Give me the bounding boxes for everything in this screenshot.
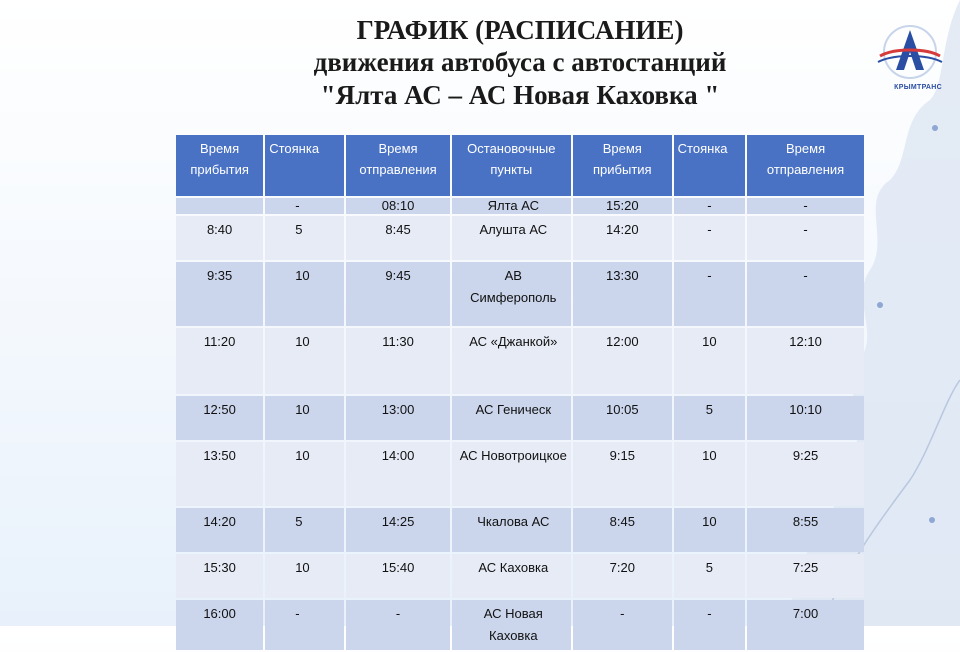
table-cell: Чкалова АС <box>452 508 571 552</box>
table-cell: 8:45 <box>346 216 449 260</box>
table-row <box>176 600 864 650</box>
header-cell: Время отправления <box>747 135 864 196</box>
table-cell: 15:20 <box>573 198 672 214</box>
table-cell: АС «Джанкой» <box>452 328 571 394</box>
title-line-1: ГРАФИК (РАСПИСАНИЕ) <box>356 15 684 45</box>
table-cell: 10 <box>265 442 344 506</box>
table-row <box>176 262 864 326</box>
table-cell: 9:25 <box>747 442 864 506</box>
table-cell: 15:40 <box>346 554 449 598</box>
table-cell: 10 <box>674 508 745 552</box>
table-cell: 7:00 <box>747 600 864 650</box>
table-cell: 5 <box>674 396 745 440</box>
header-cell: Время отправления <box>346 135 449 196</box>
table-cell: 14:25 <box>346 508 449 552</box>
table-cell: - <box>674 262 745 326</box>
table-cell <box>176 198 263 214</box>
title-line-3: "Ялта АС – АС Новая Каховка " <box>320 80 720 110</box>
header-cell: Стоянка <box>674 135 745 196</box>
header-cell: Время прибытия <box>176 135 263 196</box>
table-cell: 13:50 <box>176 442 263 506</box>
table-row <box>176 198 864 214</box>
logo-text: КРЫМТРАНС <box>894 84 942 91</box>
table-cell: 8:40 <box>176 216 263 260</box>
table-row <box>176 554 864 598</box>
table-cell: 10 <box>265 262 344 326</box>
table-cell: 10 <box>265 396 344 440</box>
table-cell: 7:25 <box>747 554 864 598</box>
schedule-table <box>174 133 866 652</box>
table-cell: - <box>747 216 864 260</box>
table-cell: АС Геническ <box>452 396 571 440</box>
table-cell: 8:55 <box>747 508 864 552</box>
table-cell: - <box>573 600 672 650</box>
table-cell: 14:00 <box>346 442 449 506</box>
table-cell: - <box>674 198 745 214</box>
table-cell: 10 <box>265 328 344 394</box>
table-cell: 10:10 <box>747 396 864 440</box>
table-cell: 10 <box>674 328 745 394</box>
table-cell: 14:20 <box>176 508 263 552</box>
table-cell: 08:10 <box>346 198 449 214</box>
table-cell: 12:50 <box>176 396 263 440</box>
table-cell: 13:30 <box>573 262 672 326</box>
table-cell: АС Каховка <box>452 554 571 598</box>
table-cell: - <box>674 216 745 260</box>
table-cell: АВ Симферополь <box>452 262 571 326</box>
table-cell: - <box>747 262 864 326</box>
table-cell: 9:15 <box>573 442 672 506</box>
table-cell: АС Новая Каховка <box>452 600 571 650</box>
table-cell: Ялта АС <box>452 198 571 214</box>
table-cell: - <box>747 198 864 214</box>
table-cell: 5 <box>265 508 344 552</box>
header-cell: Остановочные пункты <box>452 135 571 196</box>
table-cell: - <box>346 600 449 650</box>
table-cell: 9:45 <box>346 262 449 326</box>
table-cell: 12:10 <box>747 328 864 394</box>
table-cell: 12:00 <box>573 328 672 394</box>
table-cell: - <box>674 600 745 650</box>
table-row <box>176 442 864 506</box>
table-cell: 10 <box>674 442 745 506</box>
table-cell: 16:00 <box>176 600 263 650</box>
table-cell: 5 <box>674 554 745 598</box>
table-cell: 10:05 <box>573 396 672 440</box>
table-cell: 8:45 <box>573 508 672 552</box>
table-cell: АС Новотроицкое <box>452 442 571 506</box>
table-cell: 13:00 <box>346 396 449 440</box>
header-cell: Стоянка <box>265 135 344 196</box>
table-cell: Алушта АС <box>452 216 571 260</box>
table-row <box>176 216 864 260</box>
table-cell: 9:35 <box>176 262 263 326</box>
table-header-row <box>176 135 864 196</box>
title-line-2: движения автобуса с автостанций <box>313 47 727 77</box>
table-cell: - <box>265 600 344 650</box>
table-cell: 11:20 <box>176 328 263 394</box>
table-row <box>176 328 864 394</box>
table-cell: 15:30 <box>176 554 263 598</box>
table-row <box>176 508 864 552</box>
company-logo-icon <box>874 22 946 82</box>
table-cell: 11:30 <box>346 328 449 394</box>
header-cell: Время прибытия <box>573 135 672 196</box>
table-cell: 5 <box>265 216 344 260</box>
title-block <box>170 14 870 112</box>
table-cell: - <box>265 198 344 214</box>
table-cell: 14:20 <box>573 216 672 260</box>
table-cell: 7:20 <box>573 554 672 598</box>
table-cell: 10 <box>265 554 344 598</box>
table-row <box>176 396 864 440</box>
